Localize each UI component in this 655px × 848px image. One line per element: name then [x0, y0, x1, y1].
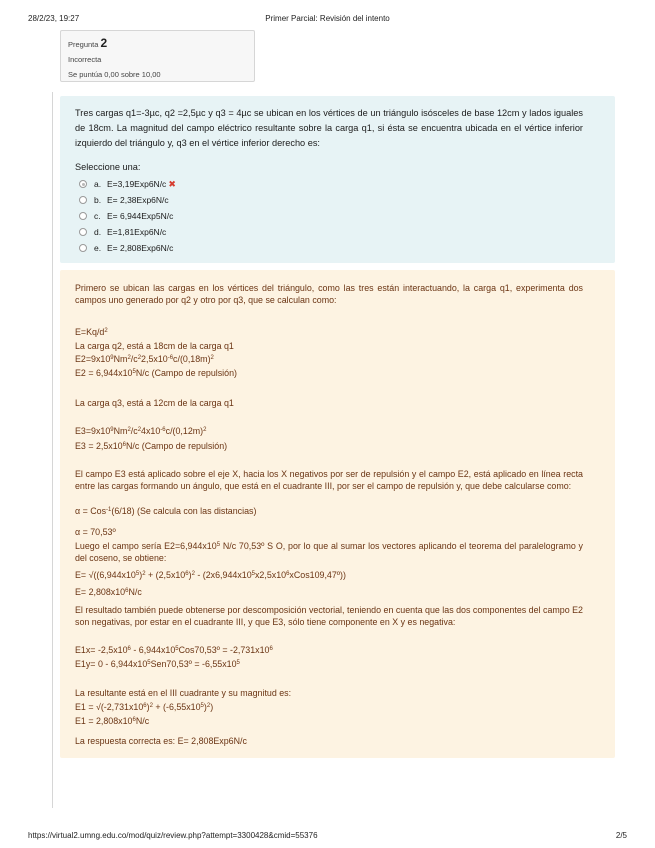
e2-result: $E2 = 6,944x10^5N/c$ (Campo de repulsión)	[75, 368, 237, 378]
answer-options	[79, 176, 176, 256]
incorrect-icon: ✖	[168, 178, 176, 189]
e-formula: $E= √((6,944x10^5)^2 + (2,5x10^6)^2$ - $(2x6,944x10^5x2,5x10^6xCos109,47º)$)	[75, 570, 346, 580]
question-score: Se puntúa 0,00 sobre 10,00	[68, 70, 161, 79]
alpha-formula: α = Cos$^{-1}$(6/18) (Se calcula con las distancias)	[75, 506, 257, 516]
formula-e: $E=Kq/d^2$	[75, 327, 108, 337]
e1-formula: $E1 = √(-2,731x10^6)^2 + (-6,55x10^5)^2$)	[75, 702, 214, 712]
answer-option-e[interactable]	[79, 240, 176, 256]
resultant-intro: La resultante está en el III cuadrante y su magnitud es:	[75, 688, 292, 698]
question-number-line	[68, 36, 247, 50]
e3-result: $E3 = 2,5x10^6N/c$ (Campo de repulsión)	[75, 441, 228, 451]
q2-distance: La carga q2, está a 18cm de la carga q1	[75, 341, 234, 351]
e2-calculation: $E2=9x10^9Nm^2/c^22,5x10^{-6}c/(0,18m)^2$	[75, 354, 214, 364]
question-state: Incorrecta	[68, 55, 102, 64]
option-letter: e.	[94, 243, 102, 253]
correct-answer: La respuesta correcta es: E= 2,808Exp6N/c	[75, 736, 247, 746]
option-letter: c.	[94, 211, 101, 221]
option-letter: a.	[94, 179, 102, 189]
option-text: E=3,19Exp6N/c	[107, 179, 167, 189]
option-text: E= 2,808Exp6N/c	[107, 243, 174, 253]
cosine-law: Luego el campo sería $E2=6,944x10^5$ N/c 70,53º S O, por lo que al sumar los vectores aplicando el teorema del paralelogramo y del coseno, se obtiene:	[75, 541, 583, 563]
alpha-value: α = 70,53º	[75, 527, 116, 537]
e-result: $E= 2,808x10^6N/c$	[75, 587, 142, 597]
question-label: Pregunta	[68, 40, 99, 49]
field-direction: El campo E3 está aplicado sobre el eje X, hacia los X negativos por ser de repulsión y el campo E2, está aplicado en línea recta entre las cargas formando un ángulo, que está en el cuadrante III, por ser el campo de repulsión y, que debe calcularse como:	[75, 469, 583, 491]
option-text: E= 2,38Exp6N/c	[107, 195, 169, 205]
question-number: 2	[100, 36, 108, 50]
decomposition-text: El resultado también puede obtenerse por descomposición vectorial, teniendo en cuenta que las dos componentes del campo E2 son negativas, por estar en el cuadrante III, y que E3, sólo tiene componente en X y es negativa:	[75, 605, 583, 627]
print-datetime: 28/2/23, 19:27	[28, 14, 80, 23]
answer-option-b[interactable]	[79, 192, 176, 208]
question-text: Tres cargas q1=-3µc, q2 =2,5µc y q3 = 4µc se ubican en los vértices de un triángulo isósceles de base 12cm y lados iguales de 18cm. La magnitud del campo eléctrico resultante sobre la carga q1, si ésta se encuentra ubicada en el vértice inferior izquierdo del triángulo y, q3 en el vértice inferior derecho es:	[75, 108, 583, 148]
feedback-intro: Primero se ubican las cargas en los vértices del triángulo, como las tres están interactuando, la carga q1, experimenta dos campos uno generado por q2 y otro por q3, que se calculan como:	[75, 283, 583, 305]
option-text: E= 6,944Exp5N/c	[107, 211, 174, 221]
radio-c[interactable]	[79, 212, 87, 220]
print-title: Primer Parcial: Revisión del intento	[265, 14, 390, 23]
select-prompt: Seleccione una:	[75, 162, 141, 172]
radio-b[interactable]	[79, 196, 87, 204]
option-letter: b.	[94, 195, 102, 205]
radio-a[interactable]	[79, 180, 87, 188]
e1x-component: $E1x= -2,5x10^6$ - $6,944x10^5Cos70,53º = -2,731x10^6$	[75, 645, 273, 655]
radio-e[interactable]	[79, 244, 87, 252]
print-page-number: 2/5	[615, 831, 627, 840]
answer-option-c[interactable]	[79, 208, 176, 224]
question-info-box	[60, 30, 255, 82]
e1y-component: $E1y= 0 - 6,944x10^5Sen70,53º = -6,55x10^5$	[75, 659, 240, 669]
print-url: https://virtual2.umng.edu.co/mod/quiz/review.php?attempt=3300428&cmid=55376	[28, 831, 318, 840]
option-letter: d.	[94, 227, 102, 237]
q3-distance: La carga q3, está a 12cm de la carga q1	[75, 398, 234, 408]
radio-d[interactable]	[79, 228, 87, 236]
content-left-border	[52, 92, 53, 808]
e3-calculation: $E3=9x10^9Nm^2/c^24x10^{-6}c/(0,12m)^2$	[75, 426, 207, 436]
answer-option-d[interactable]	[79, 224, 176, 240]
answer-option-a[interactable]	[79, 176, 176, 192]
e1-result: $E1 = 2,808x10^6N/c$	[75, 716, 150, 726]
option-text: E=1,81Exp6N/c	[107, 227, 167, 237]
